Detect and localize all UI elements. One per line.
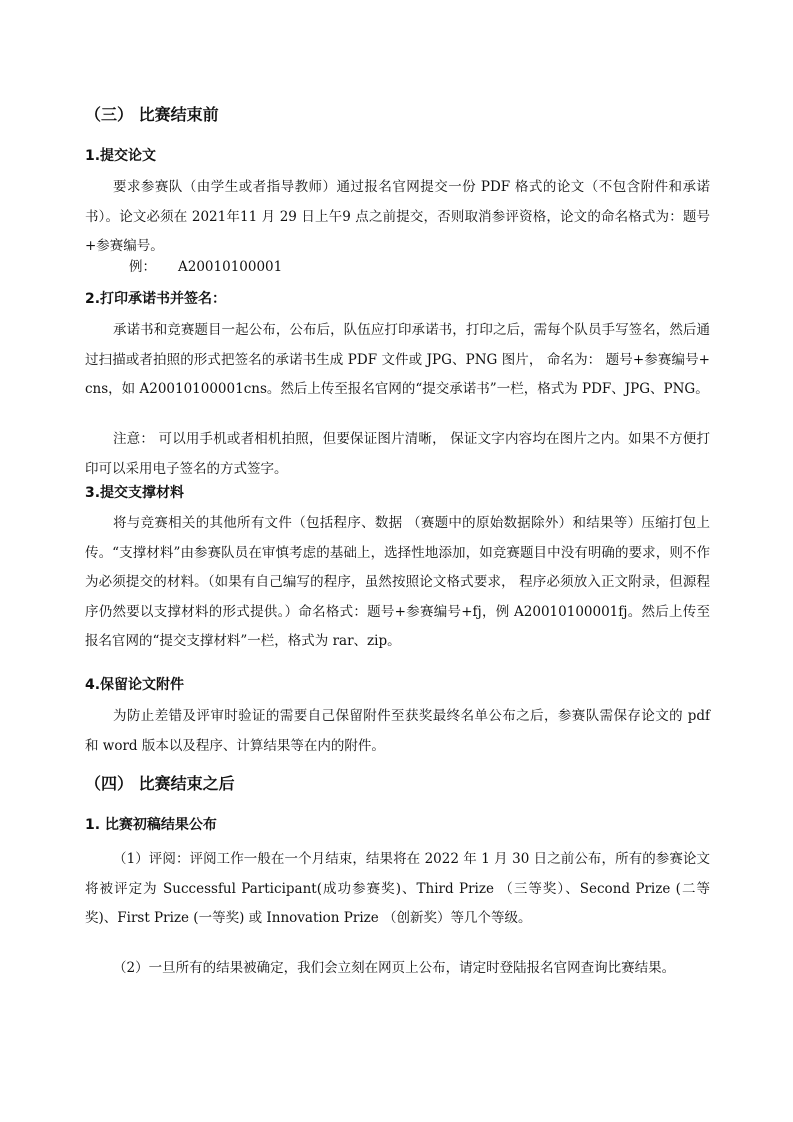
subsection-heading: 1.提交论文 [85,148,157,164]
paragraph: 将与竞赛相关的其他所有文件（包括程序、数据 （赛题中的原始数据除外）和结果等）压缩打包上传。“支撑材料”由参赛队员在审慎考虑的基础上，选择性地添加，如竞赛题目中没有明确的要求，则不作为必须提交的材料。（如果有自己编写的程序，虽然按照论文格式要求， 程序必须放入正文附录，但源程序仍然要以支撑材料的形式提供。）命名格式：题号+参赛编号+fj，例 A20010100001fj。然后上传至报名官网的“提交支撑材料”一栏，格式为 rar、zip。 [85,515,710,649]
example-label: 例： [129,259,156,275]
section-title: （四） 比赛结束之后 [85,774,235,793]
section-title: （三） 比赛结束前 [85,105,219,124]
paragraph: 承诺书和竞赛题目一起公布，公布后，队伍应打印承诺书，打印之后，需每个队员手写签名，然后通过扫描或者拍照的形式把签名的承诺书生成 PDF 文件或 JPG、PNG 图片， 命名为： 题号+参赛编号+cns，如 A20010100001cns。然后上传至报名官网的“提交承诺书”一栏，格式为 PDF、JPG、PNG。 [85,322,710,397]
paragraph: （2）一旦所有的结果被确定，我们会立刻在网页上公布，请定时登陆报名官网查询比赛结果。 [113,960,676,976]
paragraph: （1）评阅：评阅工作一般在一个月结束，结果将在 2022 年 1 月 30 日之前公布，所有的参赛论文将被评定为 Successful Participant(成功参赛奖)、Third Prize （三等奖）、Second Prize (二等奖)、First Prize (一等奖) 或 Innovation Prize （创新奖）等几个等级。 [85,851,710,926]
paragraph: 要求参赛队（由学生或者指导教师）通过报名官网提交一份 PDF 格式的论文（不包含附件和承诺书）。论文必须在 2021年11 月 29 日上午9 点之前提交，否则取消参评资格，论文的命名格式为：题号+参赛编号。 [85,179,710,254]
paragraph: 为防止差错及评审时验证的需要自己保留附件至获奖最终名单公布之后，参赛队需保存论文的 pdf 和 word 版本以及程序、计算结果等在内的附件。 [85,708,710,754]
example-value: A20010100001 [178,259,283,275]
subsection-heading: 1. 比赛初稿结果公布 [85,817,217,833]
subsection-heading: 4.保留论文附件 [85,677,185,693]
example-line [85,253,754,281]
subsection-heading: 2.打印承诺书并签名： [85,291,227,307]
subsection-heading: 3.提交支撑材料 [85,485,185,501]
paragraph: 注意： 可以用手机或者相机拍照，但要保证图片清晰， 保证文字内容均在图片之内。如果不方便打印可以采用电子签名的方式签字。 [85,431,710,477]
